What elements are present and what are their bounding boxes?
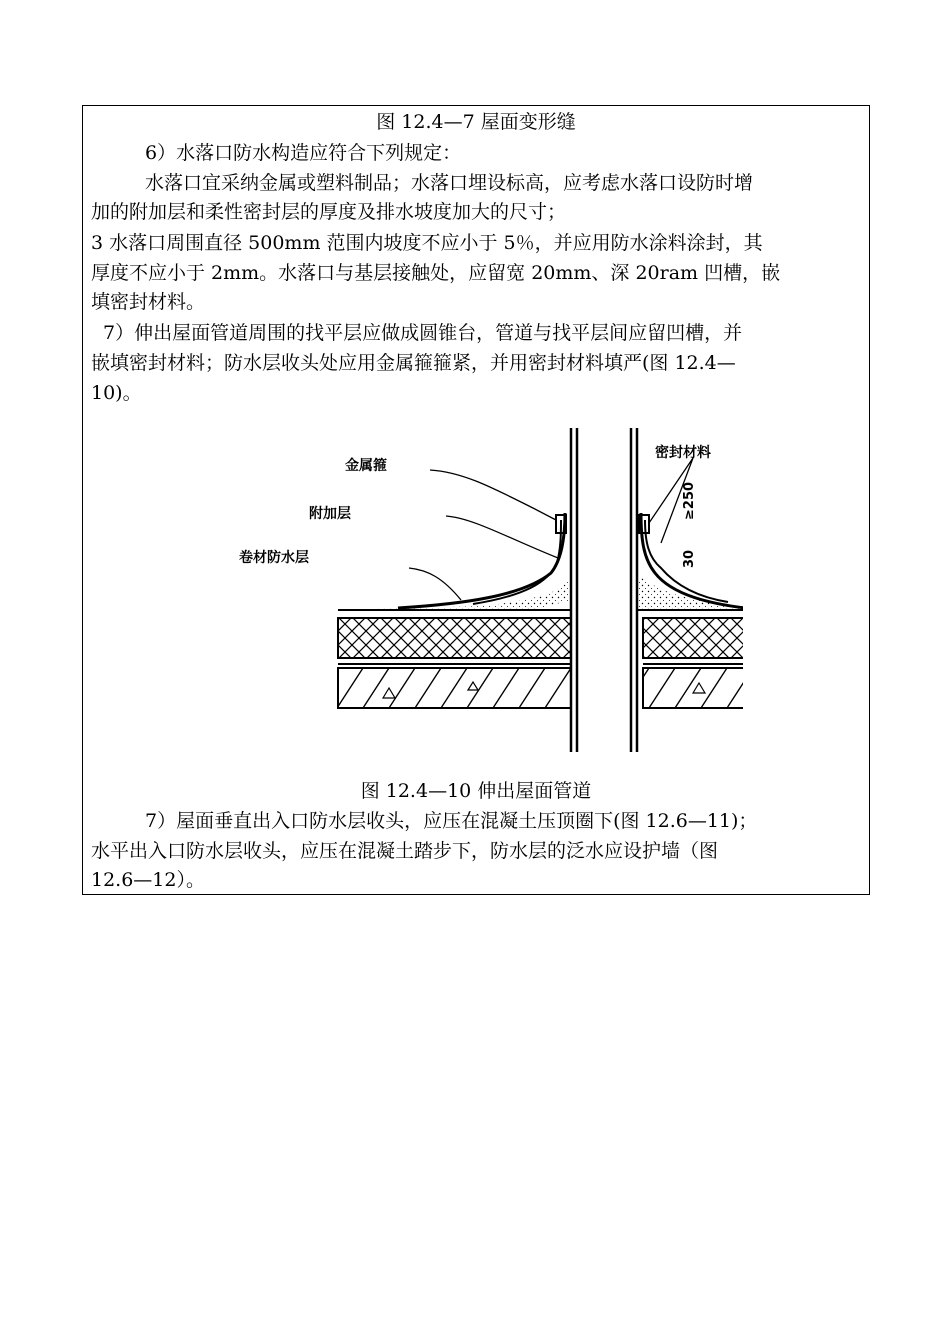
paragraph-7-line: 10)。 (91, 382, 142, 404)
paragraph-6-line: 3 水落口周围直径 500mm 范围内坡度不应小于 5％，并应用防水涂料涂封，其 (91, 232, 763, 254)
insulation-layer-right (643, 618, 743, 658)
document-frame (82, 105, 870, 895)
paragraph-6-line: 填密封材料。 (91, 291, 206, 313)
label-additional-layer: 附加层 (309, 506, 351, 522)
caption-figure-12-4-10: 图 12.4—10 伸出屋面管道 (360, 780, 592, 802)
paragraph-6-heading: 6）水落口防水构造应符合下列规定： (145, 142, 462, 164)
paragraph-7-line: 嵌填密封材料；防水层收头处应用金属箍箍紧，并用密封材料填严(图 12.4— (91, 352, 736, 374)
dimension-30-label: 30 (682, 549, 697, 568)
paragraph-6-line: 加的附加层和柔性密封层的厚度及排水坡度加大的尺寸； (91, 201, 567, 223)
caption-figure-12-4-7: 图 12.4—7 屋面变形缝 (376, 111, 576, 133)
pipe-through-roof-diagram (233, 428, 743, 752)
label-membrane: 卷材防水层 (239, 550, 309, 566)
paragraph-7-heading: 7）伸出屋面管道周围的找平层应做成圆锥台，管道与找平层间应留凹槽，并 (103, 322, 743, 344)
insulation-layer-left (338, 618, 571, 658)
concrete-slab-right (643, 668, 743, 708)
membrane-left (398, 513, 565, 608)
dimension-height-label: ≥250 (682, 481, 697, 520)
paragraph-7b-line: 12.6—12）。 (91, 869, 205, 891)
label-metal-band: 金属箍 (345, 458, 387, 474)
concrete-slab-left (338, 668, 571, 708)
label-sealant: 密封材料 (655, 445, 711, 461)
paragraph-6-line: 水落口宜采纳金属或塑料制品；水落口埋设标高，应考虑水落口设防时增 (145, 172, 754, 194)
paragraph-7b-heading: 7）屋面垂直出入口防水层收头，应压在混凝土压顶圈下(图 12.6—11)； (145, 810, 758, 832)
paragraph-6-line: 厚度不应小于 2mm。水落口与基层接触处，应留宽 20mm、深 20ram 凹槽，嵌 (91, 262, 781, 284)
paragraph-7b-line: 水平出入口防水层收头，应压在混凝土踏步下，防水层的泛水应设护墙（图 (91, 840, 719, 862)
